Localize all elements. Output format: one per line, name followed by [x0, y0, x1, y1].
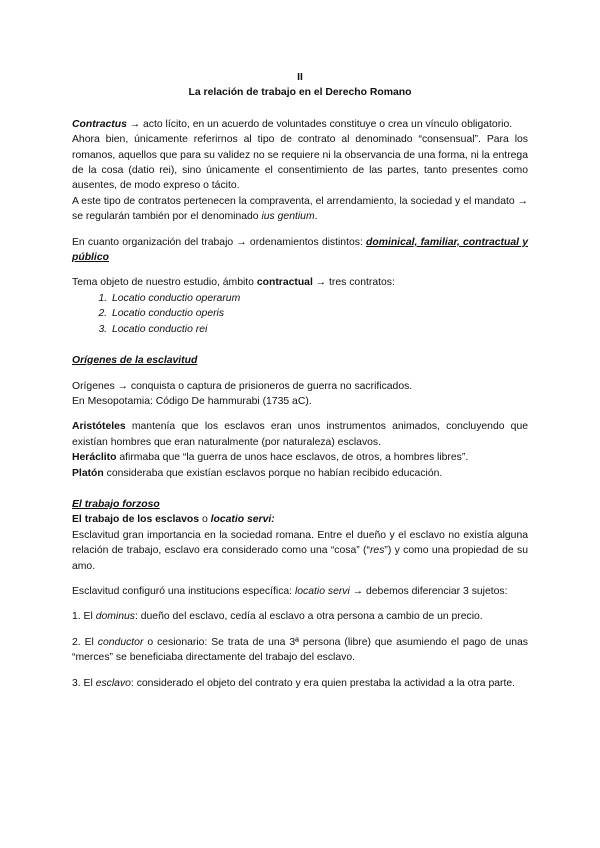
- contracts-list: [72, 291, 528, 337]
- tema-paragraph: Tema objeto de nuestro estudio, ámbito contractual → tres contratos:: [72, 277, 395, 289]
- section-heading-origenes: Orígenes de la esclavitud: [72, 355, 198, 367]
- page-title: La relación de trabajo en el Derecho Romano: [188, 87, 412, 99]
- sujeto-esclavo: 3. El esclavo: considerado el objeto del contrato y era quien prestaba la actividad a la otra parte.: [72, 677, 516, 689]
- origenes-line-1: Orígenes → conquista o captura de prisioneros de guerra no sacrificados.: [72, 380, 413, 392]
- sujeto-conductor: 2. El conductor o cesionario: Se trata de una 3ª persona (libre) que asumiendo el pago de unas “merces” se beneficiaba directamente del trabajo del esclavo.: [72, 636, 528, 664]
- contractus-paragraph: [72, 117, 528, 132]
- list-item: 3. Locatio conductio rei: [110, 322, 528, 337]
- forzoso-subheading: El trabajo de los esclavos o locatio servi:: [72, 514, 275, 526]
- heraclito-paragraph: Heráclito afirmaba que “la guerra de unos hace esclavos, de otros, a hombres libres”.: [72, 452, 469, 464]
- organizacion-highlight: dominical, familiar, contractual y público: [72, 236, 528, 264]
- section-heading-forzoso: El trabajo forzoso: [72, 498, 160, 510]
- esclavitud-paragraph: Esclavitud gran importancia en la sociedad romana. Entre el dueño y el esclavo no existía alguna relación de trabajo, esclavo era considerado como una “cosa” (“res”) y como una propiedad de su amo.: [72, 529, 528, 572]
- contractus-term: Contractus: [72, 118, 127, 130]
- document-page: [72, 70, 528, 691]
- origenes-line-2: En Mesopotamia: Código De hammurabi (1735 aC).: [72, 395, 312, 407]
- locatio-servi-paragraph: Esclavitud configuró una institucions específica: locatio servi → debemos diferenciar 3 sujetos:: [72, 585, 508, 597]
- ius-gentium-term: ius gentium: [261, 211, 315, 223]
- list-item: 1. Locatio conductio operarum: [110, 291, 528, 306]
- platon-paragraph: Platón consideraba que existían esclavos porque no habían recibido educación.: [72, 467, 443, 479]
- organizacion-paragraph: En cuanto organización del trabajo → ordenamientos distintos: dominical, familiar, contractual y público: [72, 236, 528, 264]
- list-item: 2. Locatio conductio operis: [110, 306, 528, 321]
- consensual-paragraph: Ahora bien, únicamente referirnos al tipo de contrato al denominado “consensual”. Para los romanos, aquellos que para su validez no se requiere ni la observancia de una forma, ni la entrega de la cosa (datio rei), sino únicamente el consentimiento de las partes, tanto presentes como ausentes, de modo expreso o tácito.: [72, 134, 528, 192]
- contract-types-paragraph: A este tipo de contratos pertenecen la compraventa, el arrendamiento, la sociedad y el mandato → se regularán también por el denominado ius gentium.: [72, 195, 528, 223]
- chapter-number: II: [297, 72, 303, 83]
- aristoteles-paragraph: Aristóteles mantenía que los esclavos eran unos instrumentos animados, concluyendo que existían hombres que eran naturalmente (por naturaleza) esclavos.: [72, 421, 528, 448]
- tema-bold-term: contractual: [256, 277, 313, 289]
- sujeto-dominus: 1. El dominus: dueño del esclavo, cedía al esclavo a otra persona a cambio de un precio.: [72, 611, 483, 623]
- contractus-definition: → acto lícito, en un acuerdo de voluntades constituye o crea un vínculo obligatorio.: [126, 118, 513, 130]
